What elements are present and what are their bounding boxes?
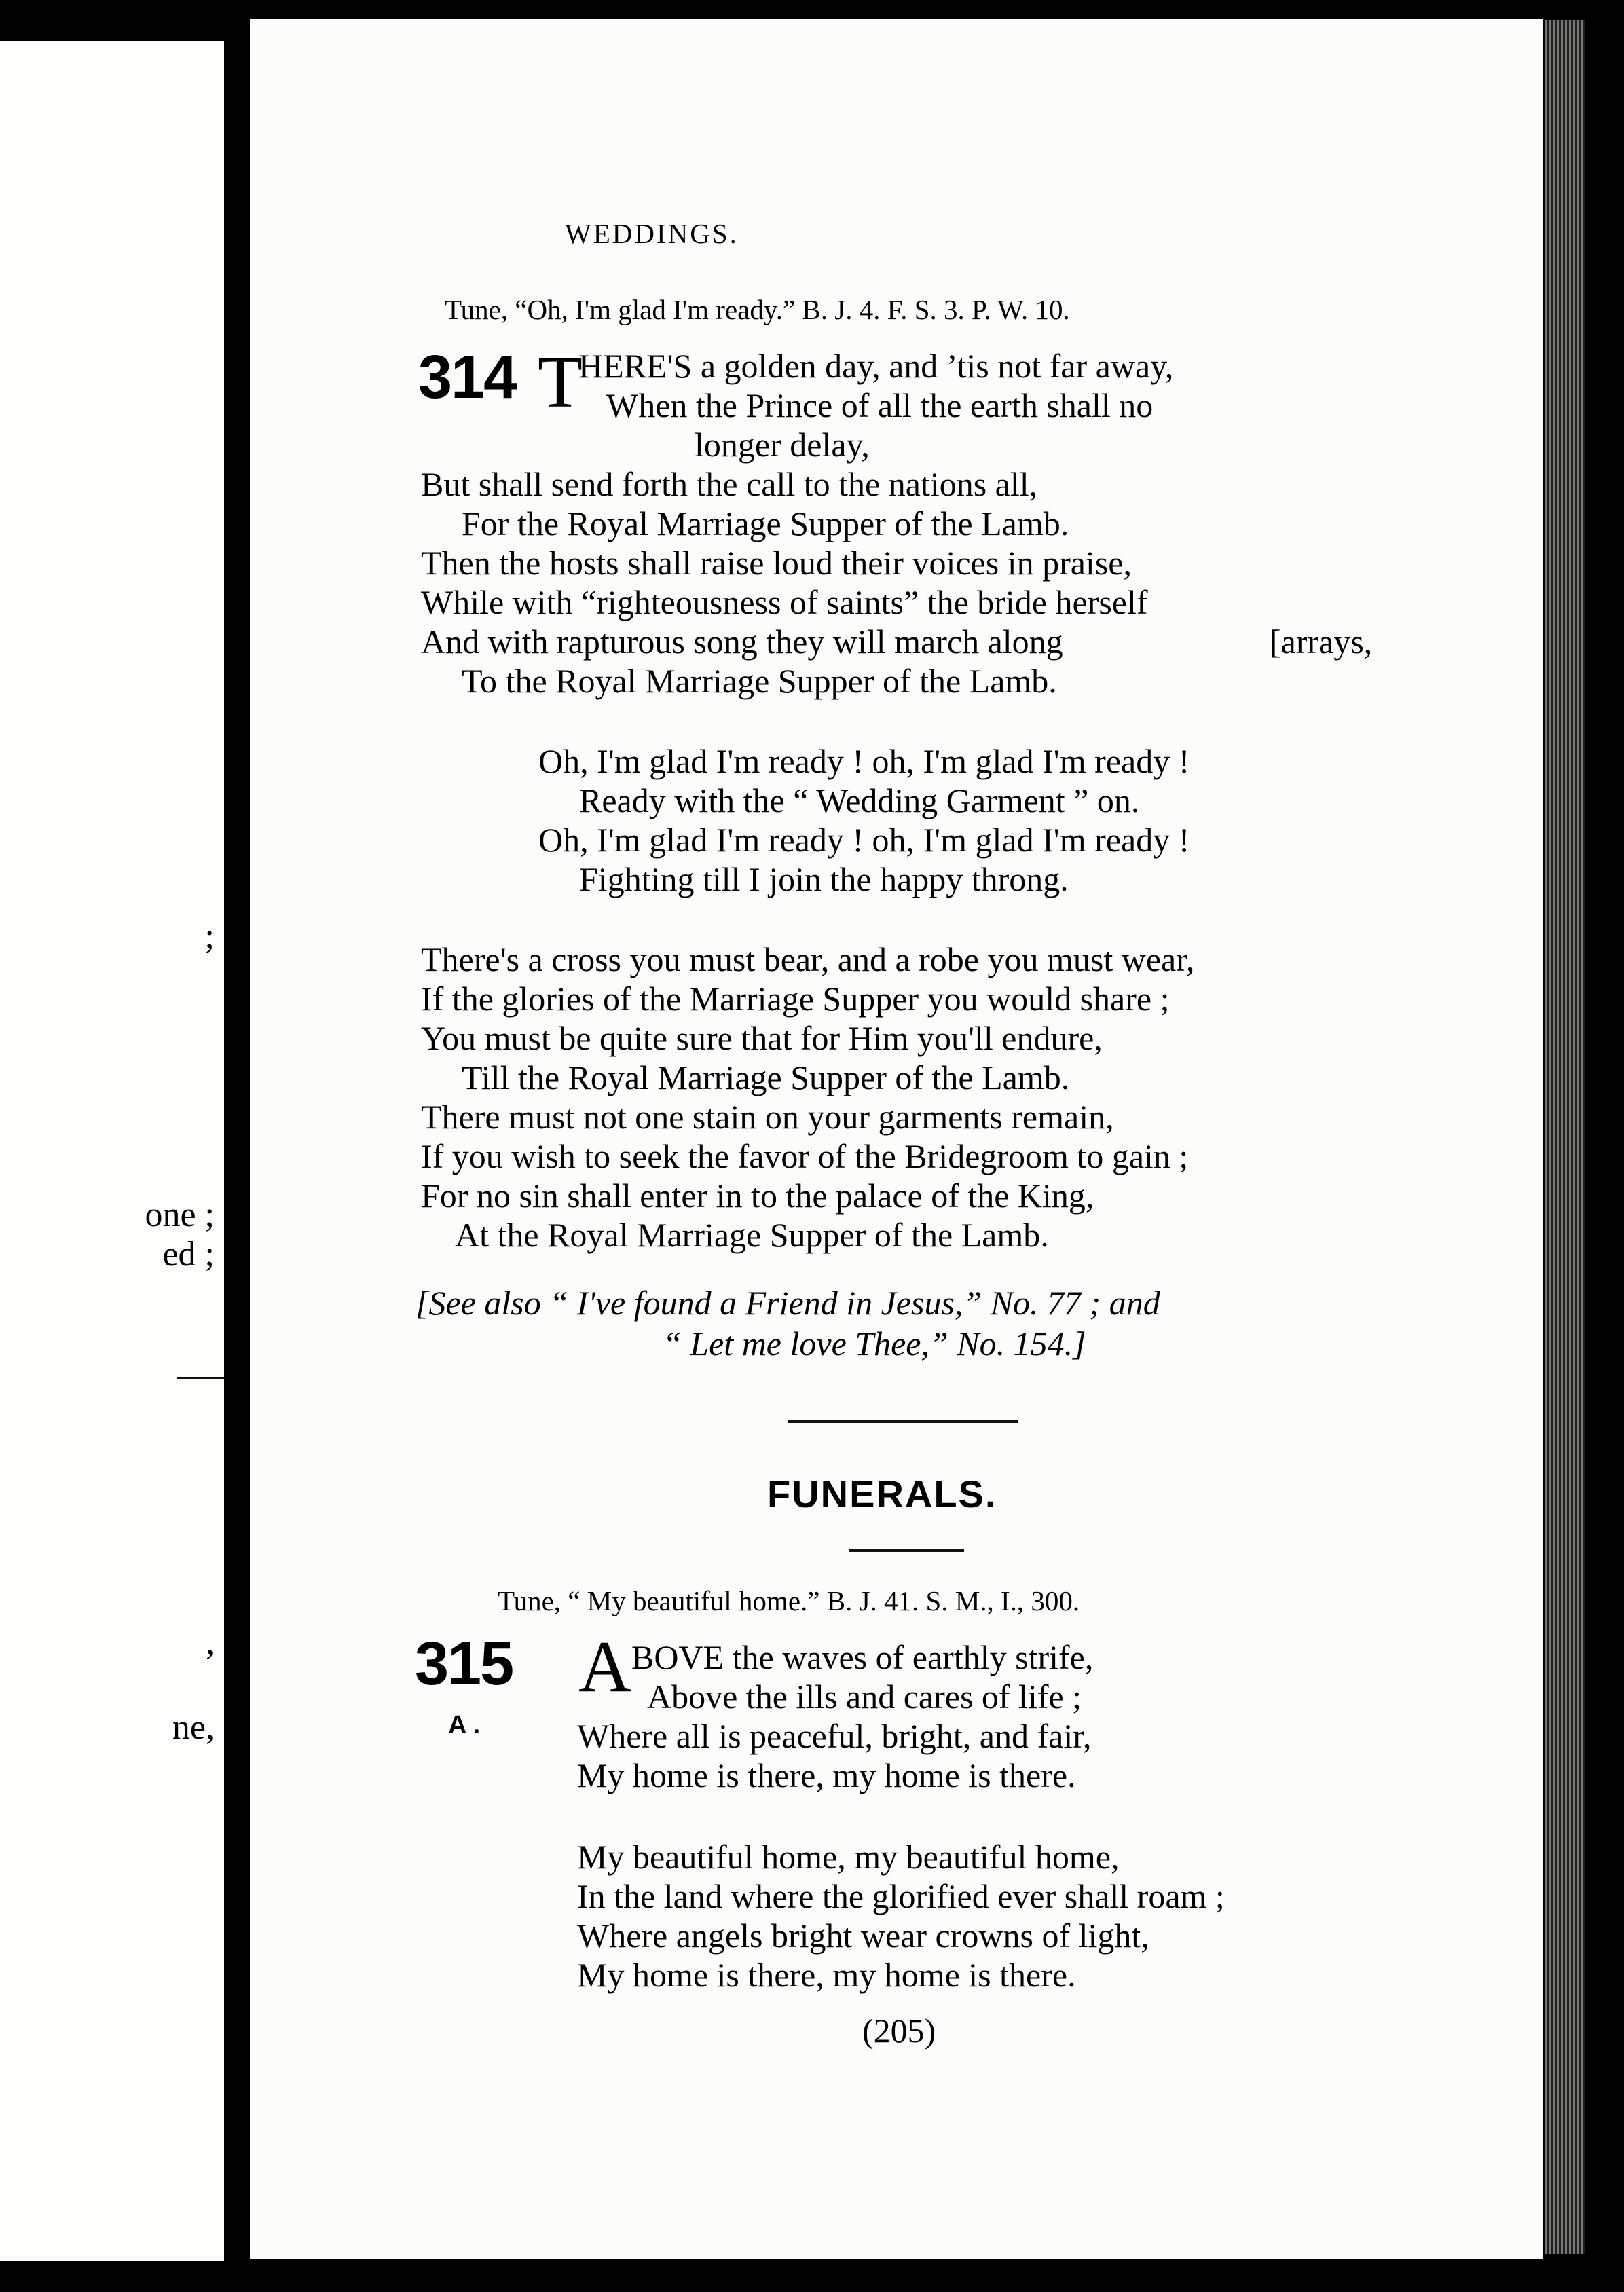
page-edge [1545, 20, 1585, 2254]
chorus-line: Fighting till I join the happy throng. [579, 860, 1069, 898]
chorus-line: Oh, I'm glad I'm ready ! oh, I'm glad I'm ready ! [538, 821, 1190, 859]
verse-line: If the glories of the Marriage Supper you would share ; [421, 980, 1170, 1018]
verse-line: At the Royal Marriage Supper of the Lamb. [455, 1216, 1049, 1254]
chorus-line: Ready with the “ Wedding Garment ” on. [579, 781, 1140, 819]
margin-fragment: , [206, 1623, 215, 1662]
chorus-line: My beautiful home, my beautiful home, [577, 1838, 1120, 1876]
verse-line: For the Royal Marriage Supper of the Lamb. [462, 504, 1069, 542]
verse-line: Then the hosts shall raise loud their voices in praise, [421, 544, 1132, 582]
verse-line: If you wish to seek the favor of the Bridegroom to gain ; [421, 1137, 1189, 1175]
hymn-number-314: 314 [418, 344, 517, 411]
margin-fragment: ne, [172, 1708, 215, 1747]
hymn-number-315: 315 [415, 1630, 513, 1698]
see-also-note: [See also “ I've found a Friend in Jesus,” No. 77 ; and [416, 1284, 1160, 1322]
margin-fragment: ; [204, 917, 215, 956]
verse-line: There's a cross you must bear, and a robe you must wear, [421, 940, 1195, 978]
running-head: WEDDINGS. [565, 218, 739, 249]
see-also-note: “ Let me love Thee,” No. 154.] [663, 1325, 1086, 1363]
verse-line: Where all is peaceful, bright, and fair, [577, 1717, 1092, 1755]
verse-line: Till the Royal Marriage Supper of the Lamb. [462, 1058, 1070, 1096]
page-number: (205) [862, 2012, 936, 2050]
verse-line: But shall send forth the call to the nations all, [421, 465, 1038, 503]
left-facing-page [0, 41, 224, 2261]
tune-line-315: Tune, “ My beautiful home.” B. J. 41. S. M., I., 300. [498, 1585, 1080, 1616]
verse-line: Above the ills and cares of life ; [647, 1678, 1082, 1716]
verse-line: longer delay, [695, 426, 870, 464]
margin-fragment: ed ; [162, 1235, 215, 1274]
verse-line: My home is there, my home is there. [577, 1756, 1076, 1794]
verse-line: And with rapturous song they will march along [421, 623, 1063, 661]
heading-underline [849, 1549, 964, 1552]
drop-cap-315: A [578, 1627, 631, 1707]
hymn-sub-mark: A . [448, 1711, 481, 1739]
verse-line: There must not one stain on your garments remain, [421, 1098, 1114, 1136]
verse-line: When the Prince of all the earth shall no [606, 386, 1154, 424]
chorus-line: Where angels bright wear crowns of light, [577, 1917, 1149, 1955]
margin-fragment: one ; [145, 1196, 215, 1234]
section-heading: FUNERALS. [767, 1473, 997, 1515]
verse-line: HERE'S a golden day, and ’tis not far away, [578, 347, 1174, 385]
section-divider [788, 1420, 1018, 1423]
margin-rule [177, 1377, 224, 1379]
verse-line: To the Royal Marriage Supper of the Lamb. [462, 662, 1057, 700]
chorus-line: Oh, I'm glad I'm ready ! oh, I'm glad I'm ready ! [538, 742, 1190, 780]
verse-line-tail: [arrays, [1270, 623, 1373, 661]
verse-line: While with “righteousness of saints” the bride herself [421, 583, 1148, 621]
tune-line-314: Tune, “Oh, I'm glad I'm ready.” B. J. 4. F. S. 3. P. W. 10. [445, 294, 1070, 325]
verse-line: For no sin shall enter in to the palace of the King, [421, 1177, 1094, 1215]
drop-cap-314: T [538, 342, 583, 423]
chorus-line: My home is there, my home is there. [577, 1956, 1076, 1994]
chorus-line: In the land where the glorified ever shall roam ; [577, 1877, 1225, 1915]
verse-line: You must be quite sure that for Him you'll endure, [421, 1019, 1103, 1057]
verse-line: BOVE the waves of earthly strife, [631, 1638, 1094, 1676]
